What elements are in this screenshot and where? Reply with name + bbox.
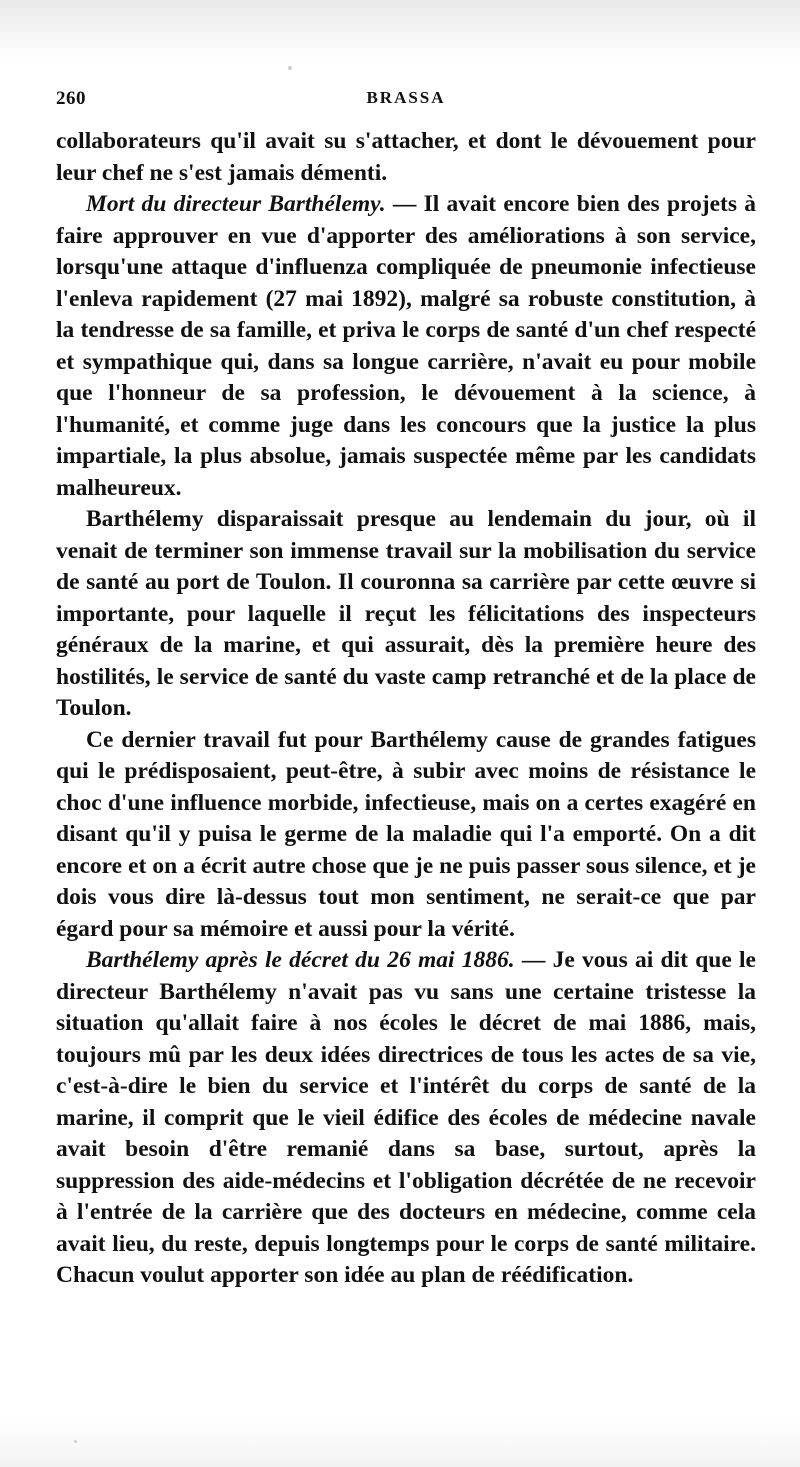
paragraph [56,945,756,1292]
paragraph [56,126,756,189]
paragraph-text: collaborateurs qu'il avait su s'attacher, et dont le dévouement pour leur chef ne s'est jamais démenti. [56,128,756,186]
paragraph [56,725,756,946]
page-header [56,88,756,116]
page-number: 260 [56,88,86,109]
section-heading: Mort du directeur Barthélemy. [86,191,386,217]
paragraph-text: Barthélemy disparaissait presque au lendemain du jour, où il venait de terminer son immense travail sur la mobilisation du service de santé au port de Toulon. Il couronna sa carrière par cette œuvre si importante, pour laquelle il reçut les félicitations des inspecteurs généraux de la marine, et qui assurait, dès la première heure des hostilités, le service de santé du vaste camp retranché et de la place de Toulon. [56,506,756,721]
paragraph-text: Ce dernier travail fut pour Barthélemy cause de grandes fatigues qui le prédisposaient, peut-être, à subir avec moins de résistance le choc d'une influence morbide, infectieuse, mais on a certes exagéré en disant qu'il y puisa le germe de la maladie qui l'a emporté. On a dit encore et on a écrit autre chose que je ne puis passer sous silence, et je dois vous dire là-dessus tout mon sentiment, ne serait-ce que par égard pour sa mémoire et aussi pour la vérité. [56,726,756,942]
paragraph-text: — Je vous ai dit que le directeur Barthélemy n'avait pas vu sans une certaine tristesse la situation qu'allait faire à nos écoles le décret de mai 1886, mais, toujours mû par les deux idées directrices de tous les actes de sa vie, c'est-à-dire le bien du service et l'intérêt du corps de santé de la marine, il comprit que le vieil édifice des écoles de médecine navale avait besoin d'être remanié dans sa base, surtout, après la suppression des aide-médecins et l'obligation décrétée de ne recevoir à l'entrée de la carrière que des docteurs en médecine, comme cela avait lieu, du reste, depuis longtemps pour le corps de santé militaire. Chacun voulut apporter son idée au plan de réédification. [56,947,756,1288]
paragraph-text: — Il avait encore bien des projets à faire approuver en vue d'apporter des améliorations à son service, lorsqu'une attaque d'influenza compliquée de pneumonie infectieuse l'enleva rapidement (27 mai 1892), malgré sa robuste constitution, à la tendresse de sa famille, et priva le corps de santé d'un chef respecté et sympathique qui, dans sa longue carrière, n'avait eu pour mobile que l'honneur de sa profession, le dévouement à la science, à l'humanité, et comme juge dans les concours que la justice la plus impartiale, la plus absolue, jamais suspectée même par les candidats malheureux. [56,191,756,501]
paragraph [56,504,756,725]
running-title: BRASSA [366,88,446,107]
paper-spot [74,1440,77,1443]
paragraph [56,189,756,504]
body-text [56,126,756,1292]
paper-spot [288,66,292,70]
section-heading: Barthélemy après le décret du 26 mai 1886. [86,947,515,973]
